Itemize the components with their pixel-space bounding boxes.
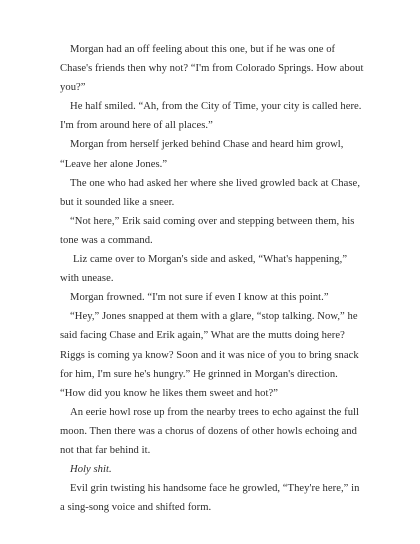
- paragraph: “How did you know he likes them sweet and hot?”: [60, 387, 279, 399]
- paragraph: Liz came over to Morgan's side and asked, “What's happening,” with unease.: [60, 254, 348, 285]
- paragraph: Evil grin twisting his handsome face he growled, “They're here,” in a sing-song voice and shifted form.: [60, 483, 360, 514]
- paragraph: The one who had asked her where she lived growled back at Chase, but it sounded like a sneer.: [60, 177, 361, 208]
- paragraph-italic: Holy shit.: [70, 464, 112, 476]
- body-text: [60, 40, 365, 517]
- paragraph: Morgan had an off feeling about this one, but if he was one of Chase's friends then why not? “I'm from Colorado Springs. How about you?”: [60, 44, 364, 94]
- paragraph: “Hey,” Jones snapped at them with a glare, “stop talking. Now,” he said facing Chase and Erik again,” What are the mutts doing here? Riggs is coming ya know? Soon and it was nice of you to bring snack for him, I'm sure he's hungry.” He grinned in Morgan's direction.: [60, 311, 359, 380]
- paragraph: He half smiled. “Ah, from the City of Time, your city is called here. I'm from around here of all places.”: [60, 101, 362, 132]
- paragraph: Morgan from herself jerked behind Chase and heard him growl, “Leave her alone Jones.”: [60, 139, 344, 170]
- paragraph: An eerie howl rose up from the nearby trees to echo against the full moon. Then there was a chorus of dozens of other howls echoing and not that far behind it.: [60, 406, 360, 456]
- paragraph: “Not here,” Erik said coming over and stepping between them, his tone was a command.: [60, 215, 355, 246]
- paragraph: Morgan frowned. “I'm not sure if even I know at this point.”: [70, 292, 329, 304]
